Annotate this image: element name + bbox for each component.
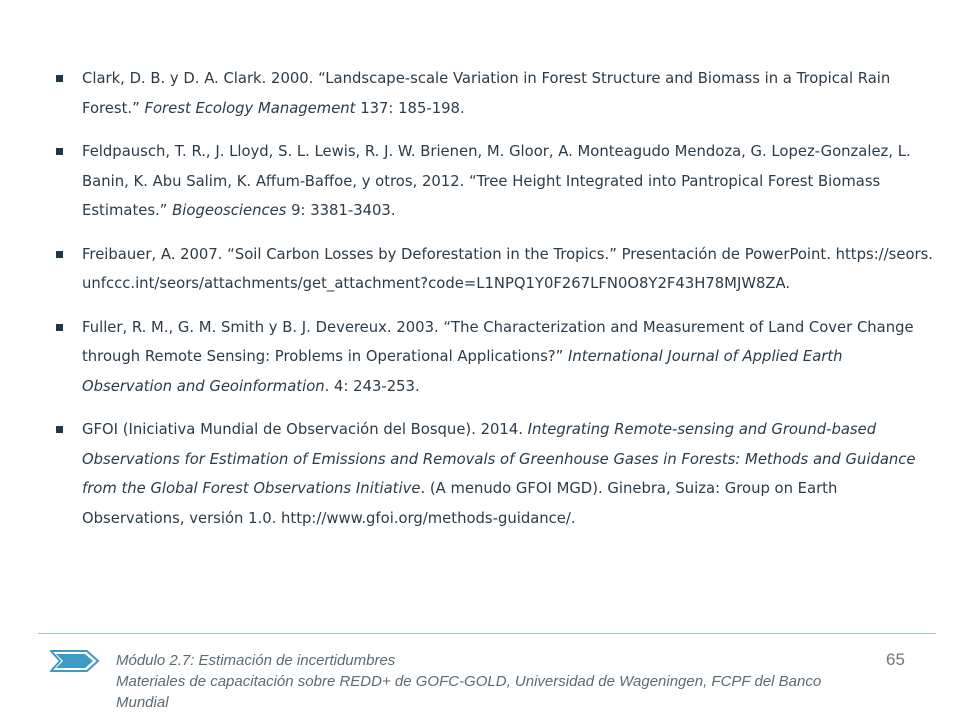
square-bullet-icon [56,148,63,155]
reference-text: 9: 3381-3403. [286,202,396,219]
reference-list [54,64,934,547]
square-bullet-icon [56,324,63,331]
reference-text: Freibauer, A. 2007. “Soil Carbon Losses by Deforestation in the Tropics.” Presentación de PowerPoint. https://seors.unfccc.int/seors/attachments/get_attachment?code=L1NPQ1Y0F267LFN0O8Y2F43H78MJW8ZA. [82,245,934,292]
journal-title: Biogeosciences [172,202,287,219]
journal-title: International Journal of Applied Earth Observation and Geoinformation [82,348,843,395]
book-title: Integrating Remote-sensing and Ground-based Observations for Estimation of Emissions and Removals of Greenhouse Gases in Forests: Methods and Guidance from the Global Forest Observations Initiative [82,421,916,497]
chevron-arrow-icon [50,649,100,677]
reference-text: GFOI (Iniciativa Mundial de Observación del Bosque). 2014. [82,421,528,438]
module-title: Módulo 2.7: Estimación de incertidumbres [116,652,396,669]
materials-credit: Materiales de capacitación sobre REDD+ de GOFC-GOLD, Universidad de Wageningen, FCPF del Banco Mundial [116,673,822,711]
journal-title: Forest Ecology Management [144,99,356,117]
reference-text: Fuller, R. M., G. M. Smith y B. J. Devereux. 2003. “The Characterization and Measurement of Land Cover Change through Remote Sensing: Problems in Operational Applications?” [82,318,914,365]
reference-item [54,240,934,299]
reference-text: . 4: 243-253. [324,377,420,395]
square-bullet-icon [56,251,63,258]
footer-text [116,650,856,713]
reference-text: Feldpausch, T. R., J. Lloyd, S. L. Lewis, R. J. W. Brienen, M. Gloor, A. Monteagudo Mendoza, G. Lopez-Gonzalez, L. Banin, K. Abu Salim, K. Affum-Baffoe, y otros, 2012. “Tree Height Integrated into Pantropical Forest Biomass Estimates.” [82,143,911,219]
square-bullet-icon [56,75,63,82]
reference-item [54,313,934,402]
square-bullet-icon [56,426,63,433]
reference-text: . (A menudo GFOI MGD). Ginebra, Suiza: Group on Earth Observations, versión 1.0. http://www.gfoi.org/methods-guidance/. [82,480,838,527]
reference-item [54,64,934,123]
reference-text: Clark, D. B. y D. A. Clark. 2000. “Landscape-scale Variation in Forest Structure and Biomass in a Tropical Rain Forest.” [82,70,891,117]
page-number: 65 [886,650,905,669]
footer-divider [38,633,936,634]
reference-item [54,137,934,226]
reference-item [54,415,934,533]
reference-text: 137: 185-198. [355,99,465,117]
